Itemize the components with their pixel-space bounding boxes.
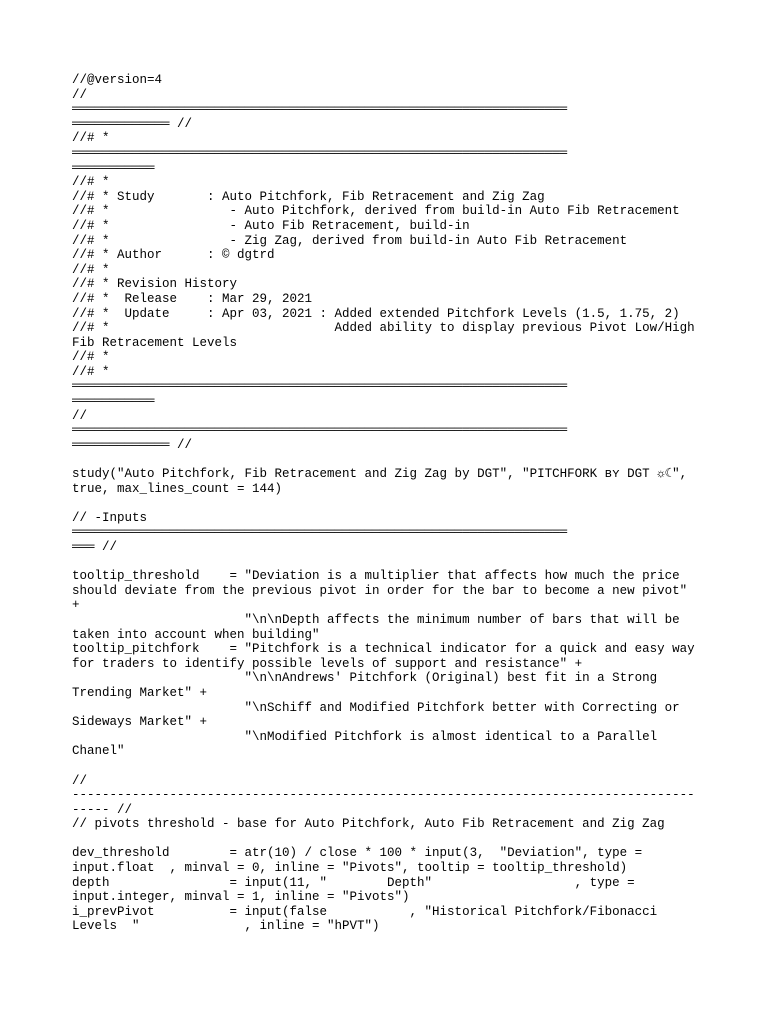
code-line: for traders to identify possible levels of support and resistance" + [72,656,583,671]
code-line: study("Auto Pitchfork, Fib Retracement and Zig Zag by DGT", "PITCHFORK ʙʏ DGT ☼☾", [72,467,688,482]
code-line: ═════════════ // [72,116,193,131]
code-line: ══════════════════════════════════════════════════════════════════ [72,379,568,394]
code-line: Fib Retracement Levels [72,335,238,350]
code-line: Sideways Market" + [72,715,208,730]
code-line: ══════════════════════════════════════════════════════════════════ [72,423,568,438]
code-line: //# * Study : Auto Pitchfork, Fib Retracement and Zig Zag [72,189,545,204]
code-line: //# * - Zig Zag, derived from build-in Auto Fib Retracement [72,233,628,248]
code-line: tooltip_threshold = "Deviation is a multiplier that affects how much the price [72,569,680,584]
code-line: ══════════════════════════════════════════════════════════════════ [72,102,568,117]
code-line: //# * Release : Mar 29, 2021 [72,291,313,306]
code-line: //# * [72,364,110,379]
code-line: // -Inputs [72,510,148,525]
code-line: // [72,408,88,423]
code-line: // [72,87,88,102]
code-line [72,759,702,774]
code-line: ----- // [72,802,133,817]
code-line: //# * - Auto Pitchfork, derived from build-in Auto Fib Retracement [72,204,680,219]
code-line: //# * [72,131,110,146]
code-line [72,496,702,511]
code-line: ═══════════ [72,160,155,175]
code-line: //# * Update : Apr 03, 2021 : Added extended Pitchfork Levels (1.5, 1.75, 2) [72,306,680,321]
code-line: // pivots threshold - base for Auto Pitchfork, Auto Fib Retracement and Zig Zag [72,817,665,832]
code-line: "\nModified Pitchfork is almost identical to a Parallel [72,729,658,744]
code-line: ═════════════ // [72,437,193,452]
code-line: //# * Added ability to display previous Pivot Low/High [72,321,695,336]
code-line [72,832,702,847]
code-line: Levels " , inline = "hPVT") [72,919,380,934]
code-line: "\n\nAndrews' Pitchfork (Original) best fit in a Strong [72,671,658,686]
code-line: ═══════════ [72,394,155,409]
code-line: input.float , minval = 0, inline = "Pivots", tooltip = tooltip_threshold) [72,861,628,876]
code-line: Chanel" [72,744,125,759]
code-line: tooltip_pitchfork = "Pitchfork is a technical indicator for a quick and easy way [72,642,695,657]
code-line: ═══ // [72,540,118,554]
code-line: dev_threshold = atr(10) / close * 100 * input(3, "Deviation", type = [72,846,643,861]
code-line: //# * [72,175,110,190]
code-line: Trending Market" + [72,685,208,700]
code-document [72,73,702,934]
code-line: //# * Author : © dgtrd [72,248,275,263]
code-line: depth = input(11, " Depth" , type = [72,875,635,890]
code-line: "\nSchiff and Modified Pitchfork better with Correcting or [72,700,680,715]
code-line: ----------------------------------------------------------------------------------- [72,788,695,803]
code-line: + [72,598,80,613]
code-line [72,555,702,570]
code-line: "\n\nDepth affects the minimum number of bars that will be [72,612,680,627]
code-line: ══════════════════════════════════════════════════════════════════ [72,145,568,160]
code-line: //# * [72,262,110,277]
code-line: //# * - Auto Fib Retracement, build-in [72,218,470,233]
code-line: //@version=4 [72,73,163,87]
code-line: // [72,773,88,788]
code-line: //# * [72,350,110,365]
code-line: should deviate from the previous pivot in order for the bar to become a new pivot" [72,583,688,598]
code-line: ══════════════════════════════════════════════════════════════════ [72,525,568,540]
code-line: //# * Revision History [72,277,238,292]
code-line: true, max_lines_count = 144) [72,481,283,496]
code-line: taken into account when building" [72,627,320,642]
code-line: input.integer, minval = 1, inline = "Pivots") [72,890,410,905]
code-line [72,452,702,467]
code-line: i_prevPivot = input(false , "Historical Pitchfork/Fibonacci [72,904,658,919]
